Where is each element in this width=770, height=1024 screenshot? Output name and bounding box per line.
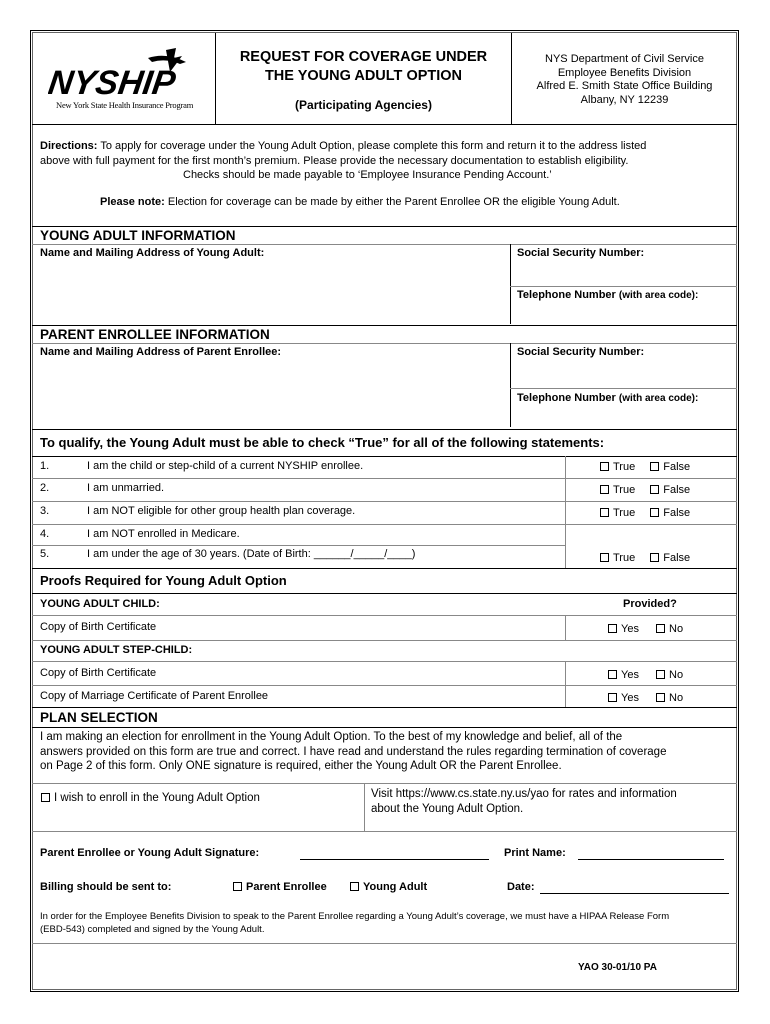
young-adult-name-field[interactable] bbox=[36, 262, 506, 322]
billing-parent-option[interactable]: Parent Enrollee bbox=[233, 881, 327, 893]
no-checkbox[interactable]: No bbox=[656, 669, 683, 681]
statement-text: I am unmarried. bbox=[87, 482, 165, 494]
nyship-logo bbox=[48, 44, 208, 116]
proof-item: Copy of Marriage Certificate of Parent Enrollee bbox=[40, 690, 269, 702]
rates-info bbox=[371, 787, 733, 817]
mailing-address bbox=[512, 53, 737, 107]
enroll-label: I wish to enroll in the Young Adult Option bbox=[54, 792, 260, 804]
proofs-heading: Proofs Required for Young Adult Option bbox=[40, 573, 287, 588]
yes-no-choice bbox=[608, 692, 683, 704]
table-col-divider bbox=[565, 456, 566, 568]
statement-num: 4. bbox=[40, 528, 50, 540]
form-title-line1: REQUEST FOR COVERAGE UNDER bbox=[239, 49, 488, 65]
parent-phone-field[interactable] bbox=[512, 407, 736, 427]
section-rule bbox=[32, 831, 737, 832]
row-rule bbox=[32, 478, 737, 479]
parent-name-label: Name and Mailing Address of Parent Enrollee: bbox=[40, 346, 282, 358]
billing-label: Billing should be sent to: bbox=[40, 881, 172, 893]
field-rule bbox=[510, 388, 737, 389]
field-divider bbox=[510, 343, 511, 427]
field-divider bbox=[364, 783, 365, 831]
address-line: Alfred E. Smith State Office Building bbox=[536, 80, 713, 92]
section-rule bbox=[32, 783, 737, 784]
hipaa-note bbox=[40, 911, 735, 936]
parent-name-field[interactable] bbox=[36, 361, 506, 425]
field-divider bbox=[510, 244, 511, 324]
young-adult-phone-label: Telephone Number (with area code): bbox=[517, 289, 699, 301]
plan-statement-line: answers provided on this form are true and correct. I have read and understand the rules regarding termination of coverage bbox=[40, 745, 667, 758]
hipaa-note-line: In order for the Employee Benefits Division to speak to the Parent Enrollee regarding a Young Adult’s coverage, we must have a HIPAA Release Form bbox=[40, 911, 670, 922]
parent-phone-label: Telephone Number (with area code): bbox=[517, 392, 699, 404]
row-rule bbox=[32, 661, 737, 662]
table-col-divider bbox=[565, 661, 566, 707]
row-rule bbox=[32, 615, 737, 616]
checkbox-icon[interactable] bbox=[41, 793, 50, 802]
false-checkbox[interactable]: False bbox=[650, 461, 690, 473]
statement-num: 3. bbox=[40, 505, 50, 517]
date-line[interactable] bbox=[540, 893, 729, 894]
true-checkbox[interactable]: True bbox=[600, 552, 635, 564]
no-checkbox[interactable]: No bbox=[656, 692, 683, 704]
young-adult-phone-field[interactable] bbox=[512, 304, 736, 324]
true-checkbox[interactable]: True bbox=[600, 461, 635, 473]
provided-heading: Provided? bbox=[623, 598, 677, 610]
plan-election-statement bbox=[40, 730, 735, 774]
note-text: Election for coverage can be made by either the Parent Enrollee OR the eligible Young Adult. bbox=[167, 196, 620, 208]
address-line: Employee Benefits Division bbox=[557, 66, 692, 79]
plan-selection-heading: PLAN SELECTION bbox=[40, 710, 158, 725]
directions-block bbox=[40, 139, 735, 183]
form-code: YAO 30-01/10 PA bbox=[578, 962, 657, 973]
statement-num: 2. bbox=[40, 482, 50, 494]
form-subtitle: (Participating Agencies) bbox=[295, 98, 432, 112]
directions-label: Directions: bbox=[40, 140, 98, 152]
statement-num: 1. bbox=[40, 460, 50, 472]
checkbox-icon[interactable] bbox=[233, 882, 242, 891]
section-rule bbox=[32, 244, 737, 245]
yes-no-choice bbox=[608, 669, 683, 681]
billing-young-adult-option[interactable]: Young Adult bbox=[350, 881, 427, 893]
rates-info-line: Visit https://www.cs.state.ny.us/yao for rates and information bbox=[371, 788, 677, 800]
true-false-choice bbox=[600, 507, 690, 519]
young-adult-ssn-field[interactable] bbox=[512, 262, 736, 284]
true-checkbox[interactable]: True bbox=[600, 507, 635, 519]
logo-wordmark: NYSHIP bbox=[48, 64, 178, 102]
signature-label: Parent Enrollee or Young Adult Signature: bbox=[40, 847, 260, 859]
statement-num: 5. bbox=[40, 548, 50, 560]
parent-ssn-field[interactable] bbox=[512, 361, 736, 385]
young-adult-child-heading: YOUNG ADULT CHILD: bbox=[40, 598, 160, 610]
row-rule bbox=[32, 501, 737, 502]
directions-text-3: Checks should be made payable to ‘Employee Insurance Pending Account.’ bbox=[183, 169, 552, 181]
section-rule bbox=[32, 343, 737, 344]
proof-item: Copy of Birth Certificate bbox=[40, 621, 157, 633]
statement-text: I am the child or step-child of a current NYSHIP enrollee. bbox=[87, 460, 364, 472]
qualify-heading: To qualify, the Young Adult must be able to check “True” for all of the following statements: bbox=[40, 435, 605, 450]
date-label: Date: bbox=[507, 881, 535, 893]
address-line: Albany, NY 12239 bbox=[580, 93, 669, 106]
false-checkbox[interactable]: False bbox=[650, 552, 690, 564]
directions-text-2: above with full payment for the first month’s premium. Please provide the necessary documentation to establish eligibility. bbox=[40, 154, 629, 167]
statement-text: I am NOT enrolled in Medicare. bbox=[87, 528, 240, 540]
table-col-divider bbox=[565, 615, 566, 640]
section-rule bbox=[32, 727, 737, 728]
hipaa-note-line: (EBD-543) completed and signed by the Young Adult. bbox=[40, 923, 265, 935]
statement-text: I am under the age of 30 years. (Date of Birth: ______/_____/____) bbox=[87, 548, 416, 560]
please-note bbox=[100, 196, 735, 208]
yes-checkbox[interactable]: Yes bbox=[608, 623, 639, 635]
footer-rule bbox=[32, 943, 737, 944]
false-checkbox[interactable]: False bbox=[650, 507, 690, 519]
table-rule bbox=[32, 707, 737, 708]
row-rule bbox=[32, 524, 737, 525]
directions-text-1: To apply for coverage under the Young Adult Option, please complete this form and return it to the address listed bbox=[100, 140, 647, 152]
row-rule bbox=[32, 640, 737, 641]
section-rule bbox=[32, 325, 737, 326]
plan-statement-line: I am making an election for enrollment in the Young Adult Option. To the best of my knowledge and belief, all of the bbox=[40, 731, 623, 743]
rates-info-line: about the Young Adult Option. bbox=[371, 803, 524, 815]
parent-ssn-label: Social Security Number: bbox=[517, 346, 645, 358]
signature-line[interactable] bbox=[300, 859, 489, 860]
note-label: Please note: bbox=[100, 196, 165, 208]
print-name-label: Print Name: bbox=[504, 847, 566, 859]
header-bottom-rule bbox=[32, 124, 737, 125]
proof-item: Copy of Birth Certificate bbox=[40, 667, 157, 679]
plan-statement-line: on Page 2 of this form. Only ONE signature is required, either the Young Adult OR the Parent Enrollee. bbox=[40, 760, 562, 772]
true-false-choice bbox=[600, 461, 690, 473]
row-rule bbox=[32, 685, 737, 686]
table-rule bbox=[32, 456, 737, 457]
table-rule bbox=[32, 593, 737, 594]
young-adult-heading: YOUNG ADULT INFORMATION bbox=[40, 228, 236, 243]
form-title bbox=[216, 48, 511, 86]
true-false-choice bbox=[600, 552, 690, 564]
false-checkbox[interactable]: False bbox=[650, 484, 690, 496]
section-rule bbox=[32, 226, 737, 227]
section-rule bbox=[32, 429, 737, 430]
parent-heading: PARENT ENROLLEE INFORMATION bbox=[40, 327, 270, 342]
field-rule bbox=[510, 286, 737, 287]
yes-checkbox[interactable]: Yes bbox=[608, 669, 639, 681]
statement-text: I am NOT eligible for other group health plan coverage. bbox=[87, 505, 356, 517]
form-title-line2: THE YOUNG ADULT OPTION bbox=[264, 68, 463, 84]
yes-checkbox[interactable]: Yes bbox=[608, 692, 639, 704]
yes-no-choice bbox=[608, 623, 683, 635]
row-rule bbox=[32, 545, 565, 546]
young-adult-ssn-label: Social Security Number: bbox=[517, 247, 645, 259]
young-adult-stepchild-heading: YOUNG ADULT STEP-CHILD: bbox=[40, 644, 193, 656]
true-checkbox[interactable]: True bbox=[600, 484, 635, 496]
address-line: NYS Department of Civil Service bbox=[545, 53, 704, 65]
table-rule bbox=[32, 568, 737, 569]
true-false-choice bbox=[600, 484, 690, 496]
enroll-checkbox[interactable] bbox=[41, 792, 260, 804]
logo-tagline: New York State Health Insurance Program bbox=[56, 100, 194, 110]
checkbox-icon[interactable] bbox=[350, 882, 359, 891]
nyship-logo-icon bbox=[48, 44, 208, 104]
young-adult-name-label: Name and Mailing Address of Young Adult: bbox=[40, 247, 265, 259]
print-name-line[interactable] bbox=[578, 859, 724, 860]
no-checkbox[interactable]: No bbox=[656, 623, 683, 635]
